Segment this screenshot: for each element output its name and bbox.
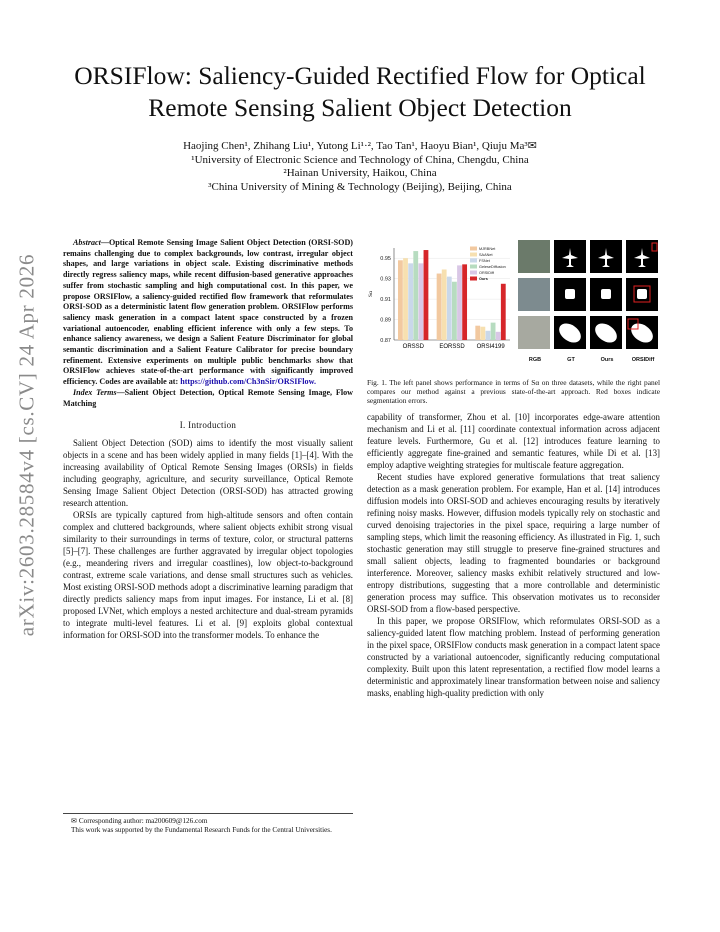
author-block [60, 140, 660, 194]
thumb-label-ours: Ours [600, 357, 614, 363]
affiliation-2: ²Hainan University, Haikou, China [283, 167, 437, 179]
left-column [63, 238, 353, 641]
footnote-corresponding: ✉ Corresponding author: ma200609@126.com [71, 817, 208, 825]
thumb-label-orsidiff: ORSIDiff [631, 357, 655, 363]
legend-swatch [470, 259, 477, 263]
legend-swatch [470, 253, 477, 257]
legend-label: SAANet [479, 253, 493, 257]
footnote [63, 813, 353, 835]
code-link[interactable]: https://github.com/Ch3nSir/ORSIFlow. [180, 377, 317, 387]
bar-mjrbnet-orsi4199 [475, 326, 480, 340]
intro-paragraph-5: In this paper, we propose ORSIFlow, which reformulates ORSI-SOD as a saliency-guided latent flow matching problem. Instead of performing generation in the pixel space, ORSIFlow conducts mask generation in a compact latent space constructed by a variational autoencoder, significantly reducing computational complexity. Built upon this latent representation, a rectified flow model learns a deterministic and approximately linear transformation between noise and saliency masks, enabling high-quality prediction with only [367, 616, 660, 698]
section-heading-introduction: I. Introduction [179, 420, 237, 431]
ours-tank-thumb [590, 316, 622, 349]
right-column [367, 411, 660, 699]
intro-paragraph-1: Salient Object Detection (SOD) aims to identify the most visually salient objects in a scene and has been widely applied in many fields [1]–[4]. With the increasing availability of Optical Remote Sensing Images (ORSIs) in fields including geography, agriculture, and security surveillance, Optical Remote Sensing Image Salient Object Detection (ORSI-SOD) has attracted growing research attention. [63, 438, 353, 509]
legend-swatch [470, 247, 477, 251]
author-list: Haojing Chen¹, Zhihang Liu¹, Yutong Li¹·², Tao Tan¹, Haoyu Bian¹, Qiuju Ma³✉ [183, 140, 537, 152]
intro-paragraph-4: Recent studies have explored generative formulations that treat saliency detection as a mask generation problem. For example, Han et al. [14] introduces diffusion models into ORSI-SOD and achieves encouraging results by iteratively refining noisy masks. However, diffusion models typically rely on stochastic and curved denoising trajectories in the pixel space, requiring a large number of sampling steps, which limit the reasoning efficiency. As illustrated in Fig. 1, such stochastic generation may still struggle to preserve fine-grained structures and small salient objects, leading to fragmented boundaries or background interference. Moreover, saliency masks exhibit relatively structured and low-entropy distributions, suggesting that a more controllable and deterministic generation process may suffice. This observation motivates us to reconsider ORSI-SOD from a flow-based perspective. [367, 472, 660, 614]
performance-bar-chart [364, 240, 516, 360]
y-tick-label: 0.95 [380, 256, 391, 263]
bar-gelesediffusion-eorssd [452, 282, 457, 340]
thumb-label-gt: GT [567, 357, 575, 363]
ours-building-thumb [590, 278, 622, 311]
qualitative-comparison-grid [518, 240, 660, 363]
orsidiff-building-thumb [626, 278, 658, 311]
bar-fsnet-orssd [408, 263, 413, 340]
legend-swatch [470, 271, 477, 275]
index-terms [63, 388, 353, 409]
bar-orsidiff-orsi4199 [496, 332, 501, 340]
bar-ours-eorssd [462, 264, 467, 340]
y-tick-label: 0.89 [380, 317, 391, 324]
bar-orsidiff-orssd [418, 263, 423, 340]
orsidiff-airplane-thumb [626, 240, 658, 273]
x-tick-label: ORSSD [402, 344, 425, 350]
figure-1 [364, 240, 660, 375]
gt-airplane-thumb [554, 240, 586, 273]
affiliation-1: ¹University of Electronic Science and Technology of China, Chengdu, China [191, 153, 529, 166]
y-tick-label: 0.87 [380, 338, 391, 344]
abstract-text: —Optical Remote Sensing Image Salient Object Detection (ORSI-SOD) remains challenging due to complex backgrounds, low contrast, irregular object shapes, and large variations in object scale. Existing discriminative methods directly regress saliency maps, while recent diffusion-based generative approaches suffer from stochastic sampling and high computational cost. In this paper, we propose ORSIFlow, a saliency-guided rectified flow framework that reformulates ORSI-SOD as a deterministic latent flow generation problem. ORSIFlow performs saliency mask generation in a compact latent space constructed by a frozen variational autoencoder, enabling efficient inference with only a few steps. To enhance saliency awareness, we design a Salient Feature Discriminator for global semantic discrimination and a Salient Feature Calibrator for precise boundary refinement. Extensive experiments on multiple public benchmarks show that ORSIFlow achieves state-of-the-art performance with significantly improved efficiency. Codes are available at: [63, 238, 353, 387]
abstract [63, 238, 353, 388]
rgb-airplane-thumb [518, 240, 550, 273]
abstract-label: Abstract [73, 238, 101, 247]
legend-swatch [470, 277, 477, 281]
bar-gelesediffusion-orssd [413, 251, 418, 340]
legend-label: FSNet [479, 259, 490, 263]
gt-building-thumb [554, 278, 586, 311]
rgb-building-thumb [518, 278, 550, 311]
bar-saanet-eorssd [442, 269, 447, 340]
bar-ours-orsi4199 [501, 284, 506, 340]
bar-fsnet-eorssd [447, 277, 452, 340]
bar-saanet-orssd [403, 258, 408, 340]
rgb-tank-thumb [518, 316, 550, 349]
arxiv-id-text: arXiv:2603.28584v4 [cs.CV] 24 Apr 2026 [14, 253, 39, 637]
bar-orsidiff-eorssd [457, 265, 462, 340]
intro-paragraph-3: capability of transformer, Zhou et al. [10] incorporates edge-aware attention mechanism and Li et al. [11] coordinate contextual information across adjacent feature levels. Furthermore, Gu et al. [12] introduces feature learning to efficiently aggregate fine-grained and semantic features, while Di et al. [13] employ adaptive weighting strategies for multiscale feature aggregation. [367, 412, 660, 470]
legend-swatch [470, 265, 477, 269]
x-tick-label: EORSSD [439, 344, 465, 350]
gt-tank-thumb [554, 316, 586, 349]
legend-label: MJRBNet [479, 247, 496, 251]
y-tick-label: 0.91 [380, 297, 391, 304]
arxiv-identifier-stamp [2, 240, 52, 650]
legend-label: Ours [479, 277, 488, 281]
bar-saanet-orsi4199 [480, 327, 485, 340]
affiliation-3: ³China University of Mining & Technology (Beijing), Beijing, China [208, 180, 512, 193]
bar-gelesediffusion-orsi4199 [491, 323, 496, 340]
figure-1-caption: Fig. 1. The left panel shows performance in terms of Sα on three datasets, while the right panel compares our method against a previous state-of-the-art approach. Red boxes indicate segmentation errors. [367, 378, 660, 405]
bar-mjrbnet-eorssd [437, 274, 442, 340]
bar-ours-orssd [424, 250, 429, 340]
bar-fsnet-orsi4199 [486, 331, 491, 340]
thumb-label-rgb: RGB [528, 357, 542, 363]
bar-mjrbnet-orssd [398, 260, 403, 340]
index-terms-label: Index Terms [73, 387, 117, 397]
y-tick-label: 0.93 [380, 276, 391, 283]
footnote-funding: This work was supported by the Fundamental Research Funds for the Central Universities. [71, 826, 332, 834]
paper-title: ORSIFlow: Saliency-Guided Rectified Flow for Optical Remote Sensing Salient Object Detection [74, 61, 646, 122]
ours-airplane-thumb [590, 240, 622, 273]
x-tick-label: ORSI4199 [476, 344, 505, 350]
intro-paragraph-2: ORSIs are typically captured from high-altitude sensors and often contain complex and cluttered backgrounds, where salient objects exhibit strong visual similarity to their surroundings in terms of texture, color, or structural patterns [5]–[7]. These challenges are further aggravated by irregular object topologies (e.g., meandering rivers and irregular coastlines), low object-to-background contrast, extreme scale variations, and dense small structures such as vehicles. Most existing ORSI-SOD methods adopt a discriminative learning paradigm that directly predicts saliency maps from input images. For instance, Li et al. [8] proposed LVNet, which employs a nested architecture and dual-stream pyramids to integrate multi-level features. Li et al. [9] exploits global contextual information for ORSI-SOD into the transformer models. To enhance the [63, 510, 353, 641]
legend-label: ORSIDiff [479, 271, 494, 275]
legend-label: GeleseDiffusion [479, 265, 506, 269]
orsidiff-tank-thumb [626, 316, 658, 349]
index-terms-text: —Salient Object Detection, Optical Remote Sensing Image, Flow Matching [63, 387, 354, 408]
y-axis-label: Sα [368, 291, 374, 297]
